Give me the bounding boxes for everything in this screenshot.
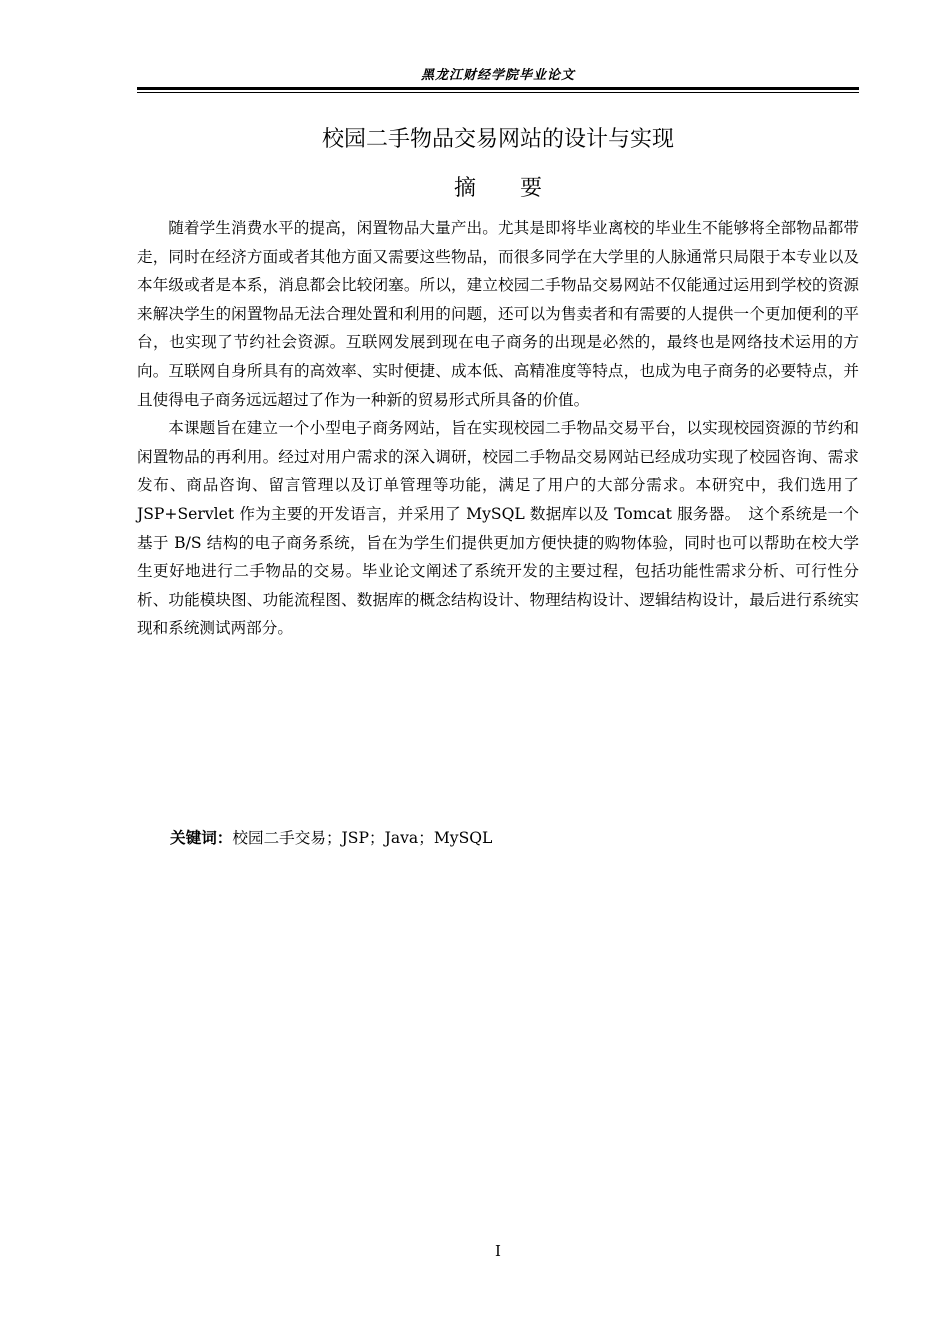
page-number: I xyxy=(495,1242,501,1260)
keywords-line xyxy=(170,824,859,852)
abstract-heading xyxy=(137,172,859,206)
thesis-title: 校园二手物品交易网站的设计与实现 xyxy=(321,127,674,152)
abstract-body xyxy=(137,214,859,643)
abstract-paragraph-1: 随着学生消费水平的提高，闲置物品大量产出。尤其是即将毕业离校的毕业生不能够将全部物品都带走，同时在经济方面或者其他方面又需要这些物品，而很多同学在大学里的人脉通常只局限于本专业以及本年级或者是本系，消息都会比较闭塞。所以，建立校园二手物品交易网站不仅能通过运用到学校的资源来解决学生的闲置物品无法合理处置和利用的问题，还可以为售卖者和有需要的人提供一个更加便利的平台，也实现了节约社会资源。互联网发展到现在电子商务的出现是必然的，最终也是网络技术运用的方向。互联网自身所具有的高效率、实时便捷、成本低、高精准度等特点，也成为电子商务的必要特点，并且使得电子商务远远超过了作为一种新的贸易形式所具备的价值。 xyxy=(137,219,859,409)
header-rule-thick xyxy=(137,87,859,90)
abstract-heading-char-1: 摘 xyxy=(453,176,476,201)
keywords-value: 校园二手交易；JSP；Java；MySQL xyxy=(232,829,493,847)
header-rule-thin xyxy=(137,92,859,93)
abstract-paragraph-2: 本课题旨在建立一个小型电子商务网站，旨在实现校园二手物品交易平台，以实现校园资源的节约和闲置物品的再利用。经过对用户需求的深入调研，校园二手物品交易网站已经成功实现了校园咨询、需求发布、商品咨询、留言管理以及订单管理等功能，满足了用户的大部分需求。本研究中，我们选用了 JSP+Servlet 作为主要的开发语言，并采用了 MySQL 数据库以及 Tomcat 服务器。 这个系统是一个基于 B/S 结构的电子商务系统，旨在为学生们提供更加方便快捷的购物体验，同时也可以帮助在校大学生更好地进行二手物品的交易。毕业论文阐述了系统开发的主要过程，包括功能性需求分析、可行性分析、功能模块图、功能流程图、数据库的概念结构设计、物理结构设计、逻辑结构设计，最后进行系统实现和系统测试两部分。 xyxy=(137,419,859,638)
running-header: 黑龙江财经学院毕业论文 xyxy=(420,68,575,83)
keywords-label: 关键词： xyxy=(170,829,233,847)
abstract-heading-char-2: 要 xyxy=(520,176,543,201)
